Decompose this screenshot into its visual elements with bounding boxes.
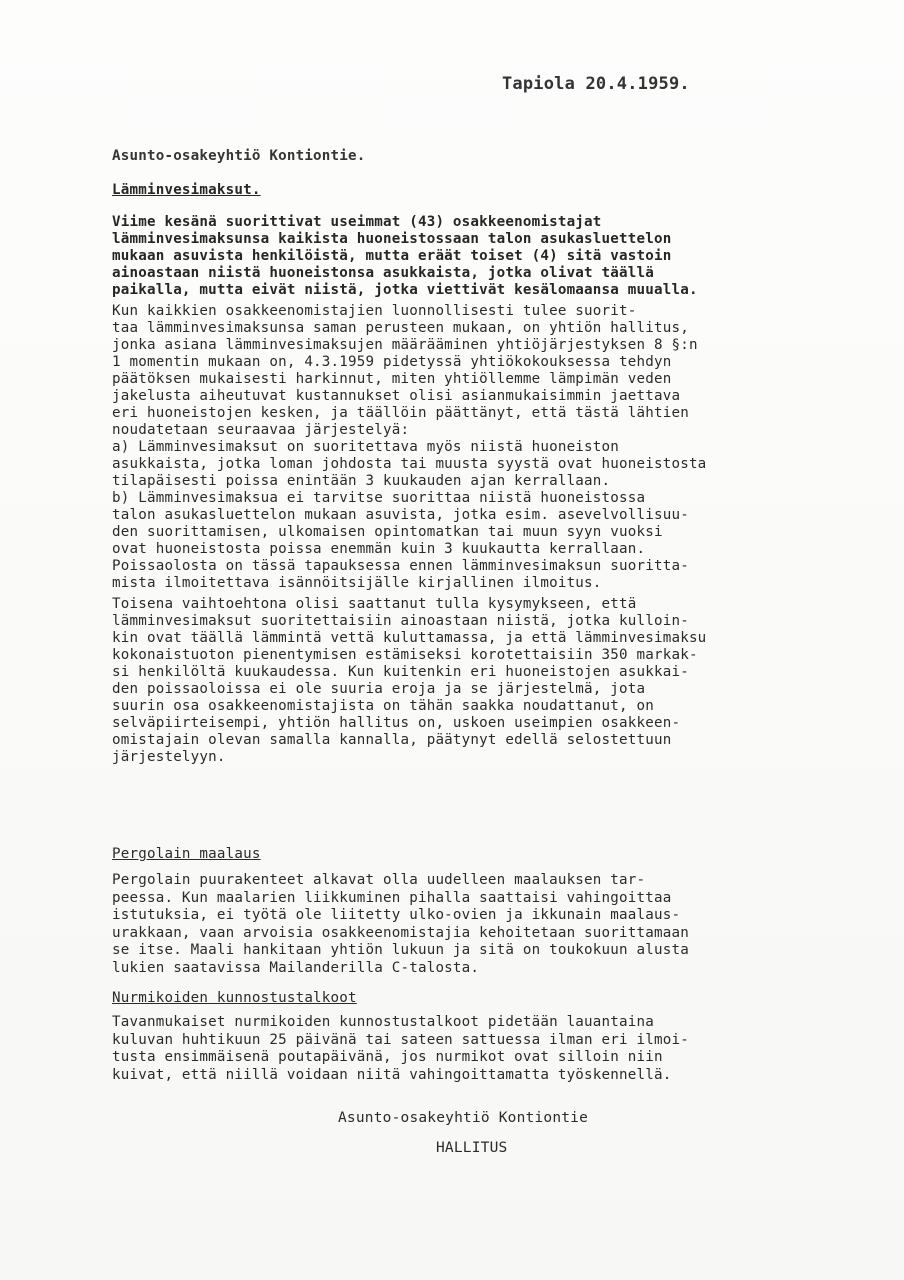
text-line: jonka asiana lämminvesimaksujen määrääminen yhtiöjärjestyksen 8 §:n xyxy=(112,337,698,353)
text-line: asukkaista, jotka loman johdosta tai muusta syystä ovat huoneistosta xyxy=(112,456,707,472)
text-line: urakkaan, vaan arvoisia osakkeenomistajia kehoitetaan suorittamaan xyxy=(112,924,689,941)
text-line: tilapäisesti poissa enintään 3 kuukauden ajan kerrallaan. xyxy=(112,473,611,489)
signature-company: Asunto-osakeyhtiö Kontiontie xyxy=(338,1110,589,1126)
text-line: Pergolain puurakenteet alkavat olla uudelleen maalauksen tar- xyxy=(112,872,646,888)
text-line: kin ovat täällä lämmintä vettä kuluttamassa, ja että lämminvesimaksu xyxy=(112,630,707,646)
text-line: noudatetaan seuraavaa järjestelyä: xyxy=(112,422,410,438)
signature-board: HALLITUS xyxy=(436,1140,508,1156)
text-line: Toisena vaihtoehtona olisi saattanut tulla kysymykseen, että xyxy=(112,596,637,612)
text-line: lämminvesimaksunsa kaikista huoneistossaan talon asukasluettelon xyxy=(112,231,672,247)
text-line: se itse. Maali hankitaan yhtiön lukuun ja sitä on toukokuun alusta xyxy=(112,942,689,959)
section-heading: Lämminvesimaksut. xyxy=(112,182,261,198)
text-line: päätöksen mukaisesti harkinnut, miten yhtiöllemme lämpimän veden xyxy=(112,371,672,387)
text-line: Poissaolosta on tässä tapauksessa ennen lämminvesimaksun suoritta- xyxy=(112,558,689,574)
text-line: omistajain olevan samalla kannalla, päätynyt edellä selostettuun xyxy=(112,732,672,748)
text-line: a) Lämminvesimaksut on suoritettava myös niistä huoneiston xyxy=(112,439,620,455)
text-line: tusta ensimmäisenä poutapäivänä, jos nurmikot ovat silloin niin xyxy=(112,1049,663,1066)
text-line: mukaan asuvista henkilöistä, mutta eräät toiset (4) sitä vastoin xyxy=(112,248,672,264)
text-line: paikalla, mutta eivät niistä, jotka viettivät kesälomaansa muualla. xyxy=(112,282,698,298)
text-line: mista ilmoitettava isännöitsijälle kirjallinen ilmoitus. xyxy=(112,575,602,591)
section-heading: Pergolain maalaus xyxy=(112,846,261,862)
text-line: talon asukasluettelon mukaan asuvista, jotka esim. asevelvollisuu- xyxy=(112,507,689,523)
text-line: taa lämminvesimaksunsa saman perusteen mukaan, on yhtiön hallitus, xyxy=(112,320,689,336)
text-line: ovat huoneistosta poissa enemmän kuin 3 kuukautta kerrallaan. xyxy=(112,541,646,557)
addressee: Asunto-osakeyhtiö Kontiontie. xyxy=(112,148,366,164)
text-line: den suorittamisen, ulkomaisen opintomatkan tai muun syyn vuoksi xyxy=(112,524,663,540)
text-line: jakelusta aiheutuvat kustannukset olisi asianmukaisimmin jaettava xyxy=(112,388,681,404)
text-line: 1 momentin mukaan on, 4.3.1959 pidetyssä yhtiökokouksessa tehdyn xyxy=(112,354,672,370)
text-line: lämminvesimaksut suoritettaisiin ainoastaan niistä, jotka kulloin- xyxy=(112,613,689,629)
text-line: b) Lämminvesimaksua ei tarvitse suorittaa niistä huoneistossa xyxy=(112,490,646,506)
text-line: lukien saatavissa Mailanderilla C-talosta. xyxy=(112,960,480,976)
text-line: ainoastaan niistä huoneistonsa asukkaista, jotka olivat täällä xyxy=(112,265,654,281)
text-line: kuluvan huhtikuun 25 päivänä tai sateen sattuessa ilman eri ilmoi- xyxy=(112,1031,689,1048)
text-line: istutuksia, ei työtä ole liitetty ulko-ovien ja ikkunain maalaus- xyxy=(112,907,681,924)
text-line: suurin osa osakkeenomistajista on tähän saakka noudattanut, on xyxy=(112,698,654,714)
text-line: Viime kesänä suorittivat useimmat (43) osakkeenomistajat xyxy=(112,214,602,230)
text-line: den poissaoloissa ei ole suuria eroja ja se järjestelmä, jota xyxy=(112,681,646,697)
letter-date: Tapiola 20.4.1959. xyxy=(502,74,690,94)
text-line: eri huoneistojen kesken, ja täällöin päättänyt, että tästä lähtien xyxy=(112,405,689,421)
text-line: si henkilöltä kuukaudessa. Kun kuitenkin eri huoneistojen asukkai- xyxy=(112,664,689,680)
text-line: peessa. Kun maalarien liikkuminen pihalla saattaisi vahingoittaa xyxy=(112,889,672,906)
section-heading: Nurmikoiden kunnostustalkoot xyxy=(112,990,357,1006)
text-line: Kun kaikkien osakkeenomistajien luonnollisesti tulee suorit- xyxy=(112,303,637,319)
text-line: kokonaistuoton pienentymisen estämiseksi korotettaisiin 350 markak- xyxy=(112,647,698,663)
text-line: Tavanmukaiset nurmikoiden kunnostustalkoot pidetään lauantaina xyxy=(112,1014,654,1030)
text-line: selväpiirteisempi, yhtiön hallitus on, uskoen useimpien osakkeen- xyxy=(112,715,681,731)
text-line: kuivat, että niillä voidaan niitä vahingoittamatta työskennellä. xyxy=(112,1066,672,1083)
text-line: järjestelyyn. xyxy=(112,749,226,765)
